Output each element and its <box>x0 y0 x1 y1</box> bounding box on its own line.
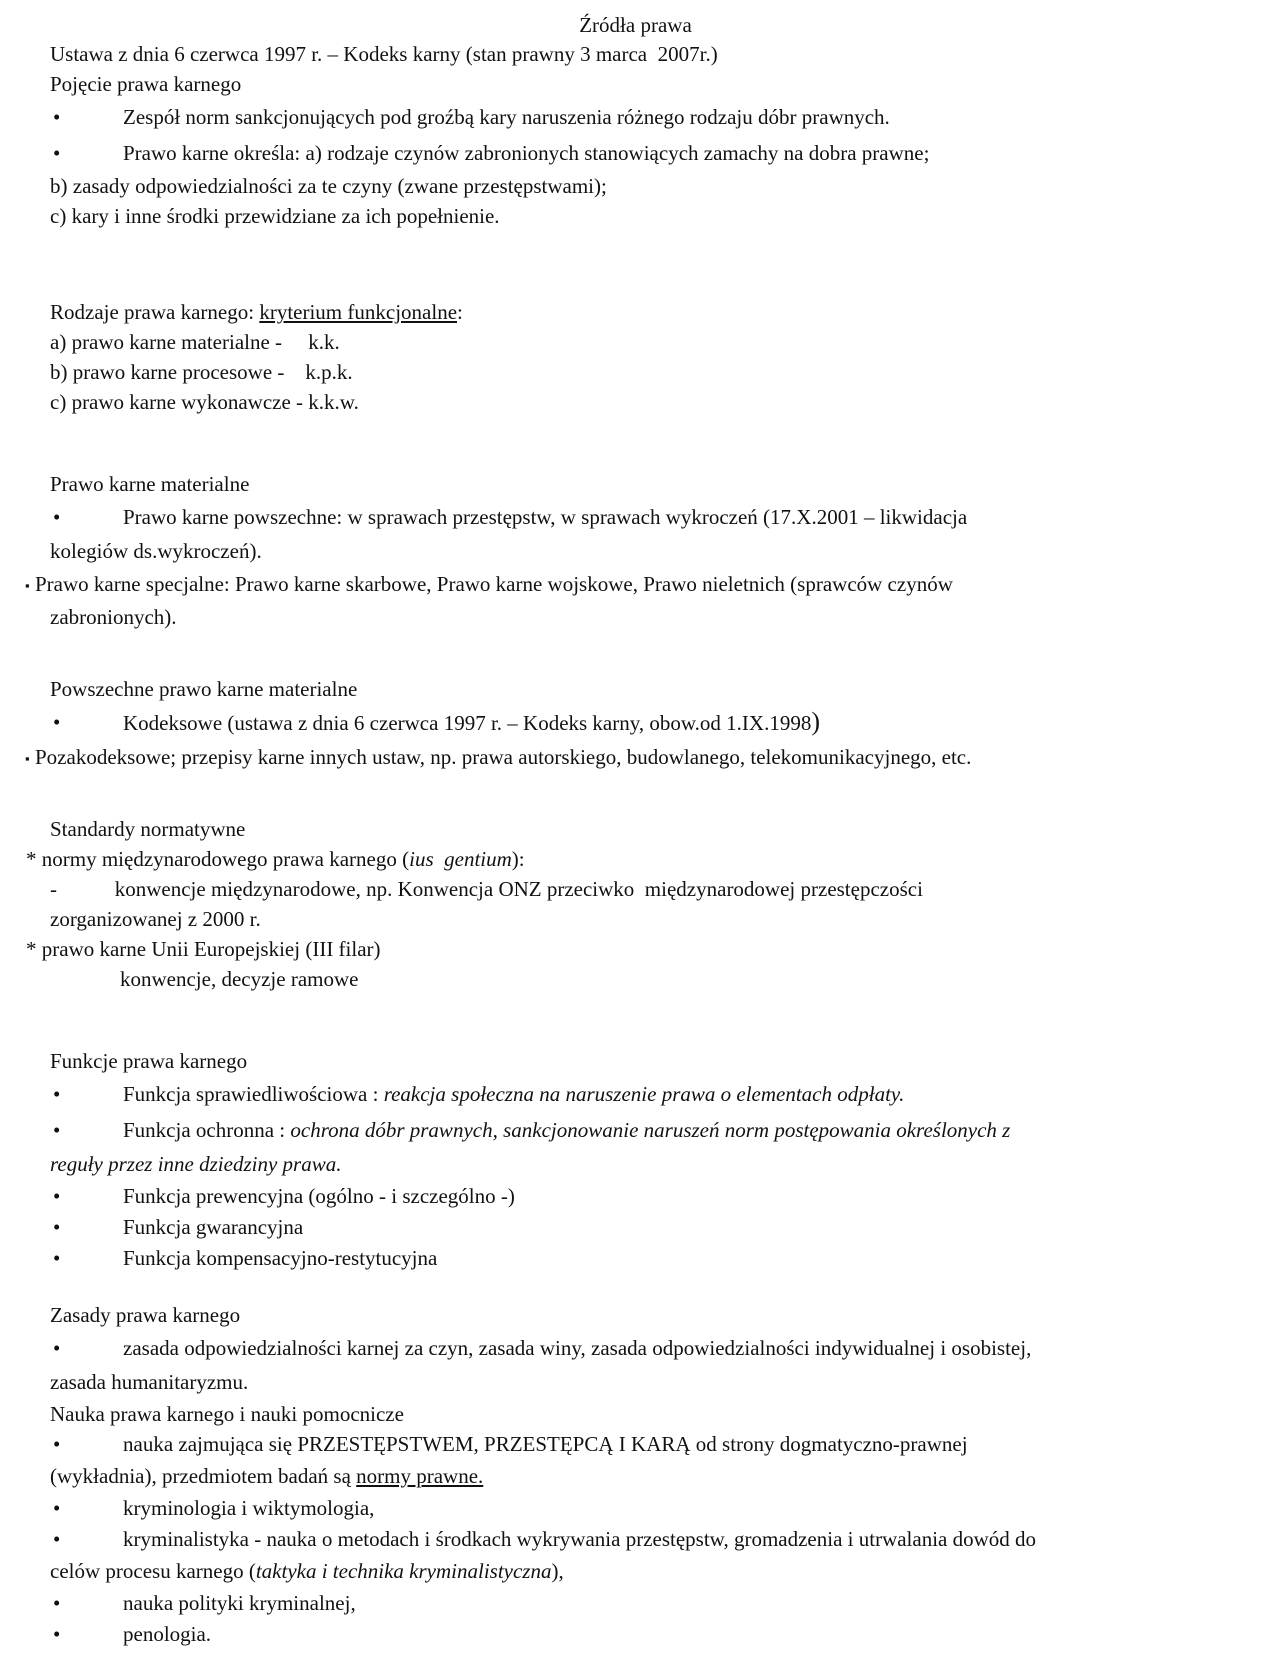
list-item-label: Prawo karne specjalne: Prawo karne skarbowe, Prawo karne wojskowe, Prawo nieletnich (sprawców czynów <box>35 572 953 596</box>
list-item <box>50 99 1275 135</box>
square-bullet-icon: ▪ <box>25 578 30 593</box>
spacer <box>0 417 1275 469</box>
list-item: c) prawo karne wykonawcze - k.k.w. <box>50 390 359 414</box>
star-item-suffix: ): <box>511 847 525 871</box>
spacer <box>0 634 1275 674</box>
round-bullet-icon: • <box>53 141 61 165</box>
list-item <box>50 1112 1275 1148</box>
list-item <box>50 499 1275 535</box>
item-c-kary: c) kary i inne środki przewidziane za ich popełnienie. <box>50 204 500 228</box>
list-item <box>25 568 1215 601</box>
round-bullet-icon: • <box>53 710 61 734</box>
list-item-label: nauka polityki kryminalnej, <box>123 1591 356 1615</box>
round-bullet-icon: • <box>53 1496 61 1520</box>
act-reference-line: Ustawa z dnia 6 czerwca 1997 r. – Kodeks karny (stan prawny 3 marca 2007r.) <box>50 42 718 66</box>
list-item-label: kryminalistyka - nauka o metodach i środkach wykrywania przestępstw, gromadzenia i utrwalania dowód do <box>123 1527 1037 1551</box>
list-item-label: Pozakodeksowe; przepisy karne innych ustaw, np. prawa autorskiego, budowlanego, telekomunikacyjnego, etc. <box>35 745 972 769</box>
round-bullet-icon: • <box>53 1246 61 1270</box>
list-item-continuation: zabronionych). <box>50 605 177 629</box>
list-item <box>25 741 1215 774</box>
rodzaje-heading-underlined: kryterium funkcjonalne <box>259 300 458 324</box>
heading-pojecie-prawa-karnego: Pojęcie prawa karnego <box>50 72 242 96</box>
spacer <box>0 994 1275 1046</box>
heading-standardy-normatywne: Standardy normatywne <box>50 817 246 841</box>
list-item-label: Funkcja prewencyjna (ogólno - i szczególno -) <box>123 1184 515 1208</box>
list-item-label: Prawo karne określa: a) rodzaje czynów zabronionych stanowiących zamachy na dobra prawne; <box>123 141 930 165</box>
rodzaje-heading-colon: : <box>457 300 463 324</box>
square-bullet-icon: ▪ <box>25 751 30 766</box>
round-bullet-icon: • <box>53 505 61 529</box>
list-item-label: Funkcja sprawiedliwościowa : <box>123 1082 384 1106</box>
heading-nauka-prawa-karnego: Nauka prawa karnego i nauki pomocnicze <box>50 1402 404 1426</box>
page-title: Źródła prawa <box>579 13 692 37</box>
list-item-label: kryminologia i wiktymologia, <box>123 1496 375 1520</box>
heading-funkcje-prawa-karnego: Funkcje prawa karnego <box>50 1049 248 1073</box>
heading-powszechne-prawo-karne-materialne: Powszechne prawo karne materialne <box>50 677 358 701</box>
round-bullet-icon: • <box>53 1215 61 1239</box>
closing-paren: ) <box>811 707 821 736</box>
dash-item-konwencje: - konwencje międzynarodowe, np. Konwencja ONZ przeciwko międzynarodowej przestępczości <box>50 877 923 901</box>
round-bullet-icon: • <box>53 1622 61 1646</box>
round-bullet-icon: • <box>53 1432 61 1456</box>
list-item-label: zasada odpowiedzialności karnej za czyn, zasada winy, zasada odpowiedzialności indywidualnej i osobistej, <box>123 1336 1032 1360</box>
spacer <box>0 1274 1275 1300</box>
list-item-label: Funkcja ochronna : <box>123 1118 291 1142</box>
continuation-underlined: normy prawne. <box>356 1464 484 1488</box>
continuation-emphasis: taktyka i technika kryminalistyczna <box>255 1559 552 1583</box>
continuation-prefix: celów procesu karnego ( <box>50 1559 256 1583</box>
round-bullet-icon: • <box>53 1527 61 1551</box>
spacer <box>0 231 1275 283</box>
list-item-continuation <box>50 1460 1275 1493</box>
list-item-label: Funkcja gwarancyjna <box>123 1215 304 1239</box>
list-item <box>50 1330 1275 1366</box>
list-item <box>50 1588 1275 1619</box>
dash-item-continuation: zorganizowanej z 2000 r. <box>50 907 261 931</box>
list-item-label: Kodeksowe (ustawa z dnia 6 czerwca 1997 r. – Kodeks karny, obow.od 1.IX.1998 <box>123 711 812 735</box>
item-b-zasady: b) zasady odpowiedzialności za te czyny (zwane przestępstwami); <box>50 174 607 198</box>
heading-rodzaje-prawa-karnego <box>50 297 1218 327</box>
list-item <box>50 1429 1275 1460</box>
list-item-label: Funkcja kompensacyjno-restytucyjna <box>123 1246 438 1270</box>
list-item-label: penologia. <box>123 1622 212 1646</box>
list-item <box>50 1212 1275 1243</box>
list-item-emphasis: reakcja społeczna na naruszenie prawa o elementach odpłaty. <box>383 1082 905 1106</box>
standard-subitem-konwencje-decyzje: konwencje, decyzje ramowe <box>120 967 359 991</box>
list-item <box>50 1493 1275 1524</box>
round-bullet-icon: • <box>53 1118 61 1142</box>
list-item-label: Prawo karne powszechne: w sprawach przestępstw, w sprawach wykroczeń (17.X.2001 – likwidacja <box>123 505 968 529</box>
continuation-prefix: (wykładnia), przedmiotem badań są <box>50 1464 357 1488</box>
heading-zasady-prawa-karnego: Zasady prawa karnego <box>50 1303 241 1327</box>
spacer <box>0 283 1275 297</box>
standard-item-prawo-ue: * prawo karne Unii Europejskiej (III filar) <box>26 937 381 961</box>
list-item-label: Zespół norm sankcjonujących pod groźbą kary naruszenia różnego rodzaju dóbr prawnych. <box>123 105 890 129</box>
round-bullet-icon: • <box>53 105 61 129</box>
star-item-prefix: * normy międzynarodowego prawa karnego ( <box>26 847 410 871</box>
round-bullet-icon: • <box>53 1591 61 1615</box>
list-item-continuation: reguły przez inne dziedziny prawa. <box>50 1152 342 1176</box>
list-item <box>50 1076 1275 1112</box>
document-page <box>0 11 1275 1661</box>
spacer <box>0 774 1275 814</box>
list-item-label: nauka zajmująca się PRZESTĘPSTWEM, PRZESTĘPCĄ I KARĄ od strony dogmatyczno-prawnej <box>123 1432 968 1456</box>
standard-item-normy-miedzynarodowe <box>26 844 1194 874</box>
list-item-continuation <box>50 1555 1275 1588</box>
round-bullet-icon: • <box>53 1082 61 1106</box>
list-item <box>50 1181 1275 1212</box>
list-item <box>50 704 1275 741</box>
list-item-continuation: kolegiów ds.wykroczeń). <box>50 539 262 563</box>
list-item <box>50 1243 1275 1274</box>
latin-term-ius-gentium: ius gentium <box>409 847 512 871</box>
list-item-continuation: zasada humanitaryzmu. <box>50 1370 249 1394</box>
list-item <box>50 1524 1275 1555</box>
round-bullet-icon: • <box>53 1184 61 1208</box>
list-item <box>50 135 1275 171</box>
heading-prawo-karne-materialne: Prawo karne materialne <box>50 472 250 496</box>
list-item <box>50 1619 1275 1650</box>
rodzaje-heading-prefix: Rodzaje prawa karnego: <box>50 300 260 324</box>
round-bullet-icon: • <box>53 1336 61 1360</box>
list-item: b) prawo karne procesowe - k.p.k. <box>50 360 353 384</box>
list-item: a) prawo karne materialne - k.k. <box>50 330 340 354</box>
continuation-suffix: ), <box>551 1559 564 1583</box>
list-item-emphasis: ochrona dóbr prawnych, sankcjonowanie naruszeń norm postępowania określonych z <box>290 1118 1011 1142</box>
